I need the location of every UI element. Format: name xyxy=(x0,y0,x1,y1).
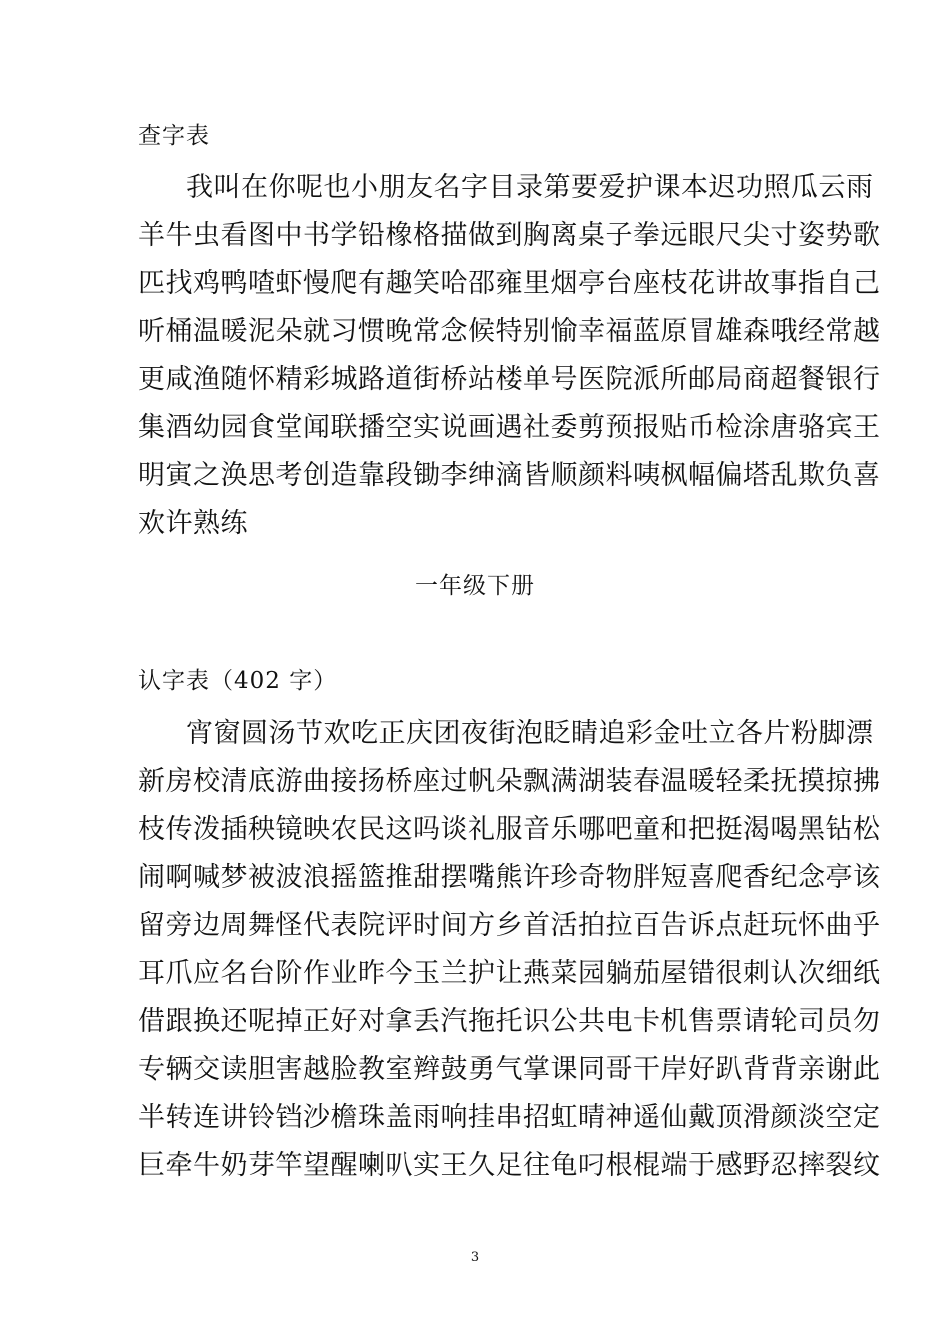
text-line: 专辆交读胆害越脸教室辫鼓勇气掌课同哥干岸好趴背背亲谢此 xyxy=(138,1054,881,1085)
text-line: 我叫在你呢也小朋友名字目录第要爱护课本迟功照瓜云雨 xyxy=(186,172,874,203)
text-line: 明寅之涣思考创造靠段锄李绅滴皆顺颜料咦枫幅偏塔乱欺负喜 xyxy=(138,460,881,491)
text-line: 耳爪应名台阶作业昨今玉兰护让燕菜园躺茄屋错很刺认次细纸 xyxy=(138,958,881,989)
character-list-lookup xyxy=(138,164,881,548)
text-line: 匹找鸡鸭喳虾慢爬有趣笑哈邵雍里烟亭台座枝花讲故事指自己 xyxy=(138,268,881,299)
text-line: 集酒幼园食堂闻联播空实说画遇社委剪预报贴币检涂唐骆宾王 xyxy=(138,412,881,443)
text-line: 半转连讲铃铛沙檐珠盖雨响挂串招虹晴神遥仙戴顶滑颜淡空定 xyxy=(138,1102,881,1133)
section-heading-lookup-table: 查字表 xyxy=(138,123,210,149)
section-heading-recognition-table: 认字表（402 字） xyxy=(138,668,338,694)
text-line: 更咸渔随怀精彩城路道街桥站楼单号医院派所邮局商超餐银行 xyxy=(138,364,881,395)
character-list-recognition xyxy=(138,710,881,1190)
text-line: 枝传泼插秧镜映农民这吗谈礼服音乐哪吧童和把挺渴喝黑钻松 xyxy=(138,814,881,845)
text-line: 巨牵牛奶芽竿望醒喇叭实王久足往龟叼根棍端于感野忍摔裂纹 xyxy=(138,1150,881,1181)
text-line: 闹啊喊梦被波浪摇篮推甜摆嘴熊许珍奇物胖短喜爬香纪念亭该 xyxy=(138,862,881,893)
page-number: 3 xyxy=(470,1250,480,1265)
text-line: 宵窗圆汤节欢吃正庆团夜街泡眨睛追彩金吐立各片粉脚漂 xyxy=(186,718,874,749)
text-line: 羊牛虫看图中书学铅橡格描做到胸离桌子拳远眼尺尖寸姿势歌 xyxy=(138,220,881,251)
text-line: 借跟换还呢掉正好对拿丢汽拖托识公共电卡机售票请轮司员勿 xyxy=(138,1006,881,1037)
text-line: 新房校清底游曲接扬桥座过帆朵飘满湖装春温暖轻柔抚摸掠拂 xyxy=(138,766,881,797)
text-line: 留旁边周舞怪代表院评时间方乡首活拍拉百告诉点赶玩怀曲乎 xyxy=(138,910,881,941)
text-line: 听桶温暖泥朵就习惯晚常念候特别愉幸福蓝原冒雄森哦经常越 xyxy=(138,316,881,347)
text-line: 欢许熟练 xyxy=(138,508,248,539)
grade-title: 一年级下册 xyxy=(415,573,535,599)
